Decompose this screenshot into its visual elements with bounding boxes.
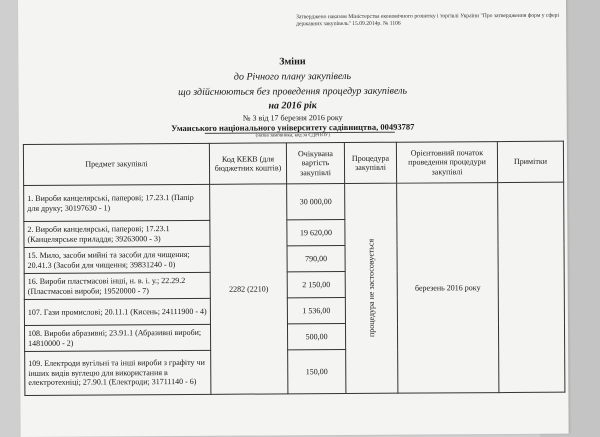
- procedure-cell: [345, 183, 398, 393]
- subject-cell: 109. Електроди вугільні та інші вироби з графіту чи інших видів вуглецю для використання в електротехніці; 27.90.1 (Електроди; 31711140 - 6): [25, 350, 211, 395]
- cost-cell: 1 536,00: [287, 298, 345, 324]
- cost-cell: 19 620,00: [287, 220, 345, 246]
- subject-cell: 2. Вироби канцелярські, паперові; 17.23.1 (Канцелярське приладдя; 39263000 - 3): [24, 220, 210, 247]
- organization-caption: (назва замовника, код за ЄДРПОУ): [255, 133, 331, 139]
- doc-number: № 3 від 17 березня 2016 року: [242, 113, 343, 123]
- approval-note: Затверджено наказом Міністерства економічного розвитку і торгівлі України "Про затвердження форм у сфері державних закупівель" 15.09.2014р. № 1106: [296, 12, 560, 28]
- cost-cell: 150,00: [288, 350, 346, 394]
- cost-cell: 790,00: [287, 246, 345, 272]
- doc-subtitle-procedures: що здійснюються без проведення процедур закупівель: [178, 85, 408, 99]
- table-header-row: [23, 141, 563, 185]
- doc-subtitle-plan: до Річного плану закупівель: [233, 70, 352, 83]
- subject-cell: 108. Вироби абразивні; 23.91.1 (Абразивні вироби; 14810000 - 2): [24, 324, 210, 351]
- kekv-cell: 2282 (2210): [210, 184, 288, 394]
- header-procedure: Процедура закупівлі: [344, 142, 396, 183]
- subject-cell: 1. Вироби канцелярські, паперові; 17.23.1 (Папір для друку; 30197630 - 1): [24, 184, 210, 221]
- procedure-text: процедура не застосовується: [366, 239, 376, 338]
- doc-year: на 2016 рік: [268, 100, 317, 112]
- header-notes: Примітки: [497, 141, 563, 182]
- start-cell: березень 2016 року: [397, 183, 499, 394]
- subject-cell: 15. Мило, засоби мийні та засоби для чищення; 20.41.3 (Засоби для чищення; 39831240 - 0): [24, 246, 210, 273]
- notes-cell: [498, 182, 565, 392]
- subject-cell: 16. Вироби пластмасові інші, н. в. і. у.; 22.29.2 (Пластмасові вироби; 19520000 - 7): [24, 272, 210, 299]
- cost-cell: 500,00: [287, 324, 345, 350]
- subject-cell: 107. Гази промислові; 20.11.1 (Кисень; 24111900 - 4): [24, 298, 210, 325]
- header-cost: Очікувана вартість закупівлі: [286, 143, 344, 184]
- table-row: [24, 182, 564, 221]
- cost-cell: 2 150,00: [287, 272, 345, 298]
- cost-cell: 30 000,00: [287, 184, 345, 220]
- doc-heading: Зміни: [279, 56, 306, 68]
- header-subject: Предмет закупівлі: [23, 143, 209, 185]
- header-kekv: Код КЕКВ (для бюджетних коштів): [209, 143, 286, 184]
- organization-name: Уманського національного університету садівництва, 00493787: [171, 121, 415, 134]
- document-page: [18, 0, 569, 437]
- header-start: Орієнтовний початок проведення процедури закупівлі: [396, 142, 497, 184]
- procurement-table: [23, 141, 566, 396]
